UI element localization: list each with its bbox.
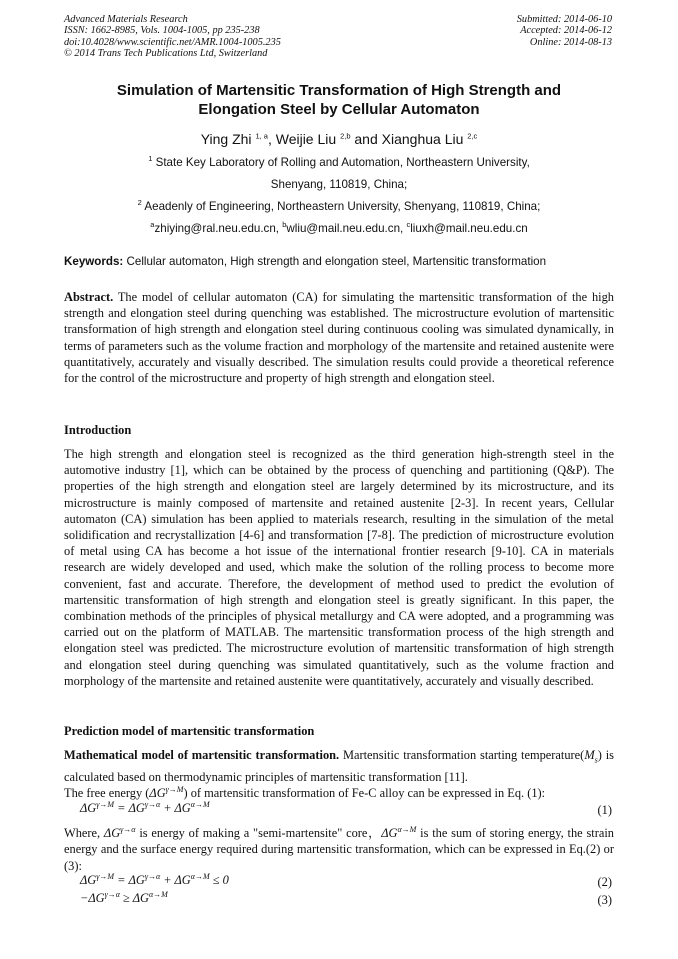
eq3-sup2: α→M [148,890,168,899]
prediction-paragraph-3 [64,822,614,874]
eq2-term1: ΔG [80,873,97,888]
ms-letter: M [584,748,595,762]
abstract-label: Abstract. [64,290,114,304]
eq1-sup3: α→M [190,800,210,809]
dg-am-symbol [381,826,416,840]
eq1-term2: = ΔG [114,801,145,816]
equation-1-number: (1) [597,803,612,817]
prediction-heading: Prediction model of martensitic transformation [64,724,315,738]
author-2-sup: 2,b [340,131,351,141]
issn-line: ISSN: 1662-8985, Vols. 1004-1005, pp 235-238 [64,25,260,37]
aff1-line-1: State Key Laboratory of Rolling and Automation, Northeastern University, [152,156,530,169]
author-list [60,130,618,148]
aff2-sup: 2 [137,198,142,208]
p1-text-a: Martensitic transformation starting temperature( [339,748,585,762]
abstract [64,289,614,386]
ms-symbol [584,748,598,765]
equation-3 [80,890,168,906]
author-2: , Weijie Liu [267,131,337,147]
dg-sup: γ→M [165,785,184,794]
intro-paragraph: The high strength and elongation steel is recognized as the third generation high-strength steel in the automotive industry [1], which can be obtained by the process of quenching and partitioning (Q&P). The properties of the high strength and elongation steel are largely determined by its microstructure, and its microstructure is mainly composed of martensite and retained austenite [2-3]. In recent years, Cellular automaton (CA) simulation has been applied to materials research, resulting in the simulation of the metal solidification and recrystallization [4-6] and transformation [7-8]. The prediction of microstructure evolution of metal using CA has become a hot issue of the international frontier research [9-10]. CA in materials research are widely developed and used, which make the solution of the rolling process to become more convenient, fast and accurate. Therefore, the development of method used to predict the evolution of martensitic transformation of high strength and elongation steel is greatly significant. In this paper, the combination methods of the principles of physical metallurgy and CA were adopted, and a programming was carried out on the platform of MATLAB. The martensitic transformation process of the high strength and elongation steel was predicted. The microstructure evolution of martensitic transformation of high strength and elongation steel during quenching was simulated quantitatively, such as the volume fraction and morphology of the martensite and retained austenite were quantitatively, accurately and visually described. [64,447,614,688]
abstract-text: The model of cellular automaton (CA) for simulating the martensitic transformation of the high strength and elongation steel during quenching was established. The microstructure evolution of martensitic transformation of high strength and elongation steel during continuous cooling was simulated dynamically, in terms of parameters such as the volume fraction and morphology of the martensite and retained austenite were quantitatively, accurately and visually described. The simulation results could provide a theoretical reference for the control of the microstructure and property of high strength and elongation steel. [64,290,614,386]
eq1-term1: ΔG [80,801,97,816]
p2-text-a: The free energy ( [64,786,150,801]
eq3-term1: −ΔG [80,891,105,906]
ms-subscript: s [594,755,598,765]
copyright-line: © 2014 Trans Tech Publications Ltd, Switzerland [64,47,268,59]
eq2-sup2: γ→α [144,872,161,881]
aff1-sup: 1 [148,154,153,164]
eq2-term3: + ΔG [160,873,191,888]
keywords-label: Keywords: [64,255,124,268]
paper-title [60,81,618,119]
p3-text-c: is the sum of storing energy, the strain energy and the surface energy required during martensitic transformation, which can be expressed in Eq.(2) or (3): [64,826,614,873]
email-c-sup: c [406,220,411,230]
dg-ga-letter: ΔG [103,826,121,841]
email-a-sup: a [150,220,155,230]
doi-line: doi:10.4028/www.scientific.net/AMR.1004-1005.235 [64,36,281,48]
intro-heading: Introduction [64,423,132,437]
email-c: liuxh@mail.neu.edu.cn [410,222,528,235]
eq2-tail: ≤ 0 [209,873,229,888]
equation-1 [80,800,210,816]
prediction-paragraph-2 [64,782,614,801]
eq2-term2: = ΔG [114,873,145,888]
keywords [64,255,546,268]
dg-symbol [149,786,183,800]
dg-letter: ΔG [149,786,166,801]
eq1-sup2: γ→α [144,800,161,809]
affiliation-1-cont: Shenyang, 110819, China; [270,178,408,191]
email-line [60,222,618,236]
equation-2 [80,872,229,888]
keywords-text: Cellular automaton, High strength and elongation steel, Martensitic transformation [123,255,547,268]
subsection-label: Mathematical model of martensitic transformation. [64,748,340,762]
p3-text-b: is energy of making a "semi-martensite" core， [135,826,382,841]
journal-header-left [64,14,281,59]
eq2-sup3: α→M [190,872,210,881]
email-b-sup: b [282,220,287,230]
submitted-date: Submitted: 2014-06-10 [516,14,612,25]
author-3-sup: 2,c [467,131,478,141]
prediction-paragraph-1 [64,747,614,785]
eq3-sup1: γ→α [104,890,120,899]
title-line-1: Simulation of Martensitic Transformation of High Strength and [116,82,562,99]
eq1-term3: + ΔG [160,801,191,816]
p1-text-b: ) is calculated based on thermodynamic principles of martensitic transformation [11]. [64,748,614,784]
accepted-date: Accepted: 2014-06-12 [520,25,612,37]
eq2-sup1: γ→M [96,872,115,881]
journal-name: Advanced Materials Research [64,14,188,25]
email-a: zhiying@ral.neu.edu.cn, [154,222,283,235]
eq1-sup1: γ→M [96,800,115,809]
equation-2-number: (2) [597,875,612,889]
dg-ga-sup: γ→α [120,825,136,834]
author-1: Ying Zhi [200,131,252,147]
p3-text-a: Where, [64,826,104,841]
affiliation-1 [60,156,618,170]
p2-text-b: ) of martensitic transformation of Fe-C alloy can be expressed in Eq. (1): [183,786,546,801]
journal-header-right [517,14,612,48]
online-date: Online: 2014-08-13 [529,36,612,48]
affiliation-2 [60,200,618,214]
equation-3-number: (3) [597,893,612,907]
author-3: and Xianghua Liu [350,131,468,147]
eq3-term2: ≥ ΔG [119,891,149,906]
email-b: wliu@mail.neu.edu.cn, [286,222,407,235]
dg-ga-symbol [104,826,136,840]
dg-am-letter: ΔG [381,826,398,841]
aff2-text: Aeadenly of Engineering, Northeastern University, Shenyang, 110819, China; [141,200,541,213]
dg-am-sup: α→M [397,825,417,834]
title-line-2: Elongation Steel by Cellular Automaton [198,101,480,118]
author-1-sup: 1, a [255,131,268,141]
